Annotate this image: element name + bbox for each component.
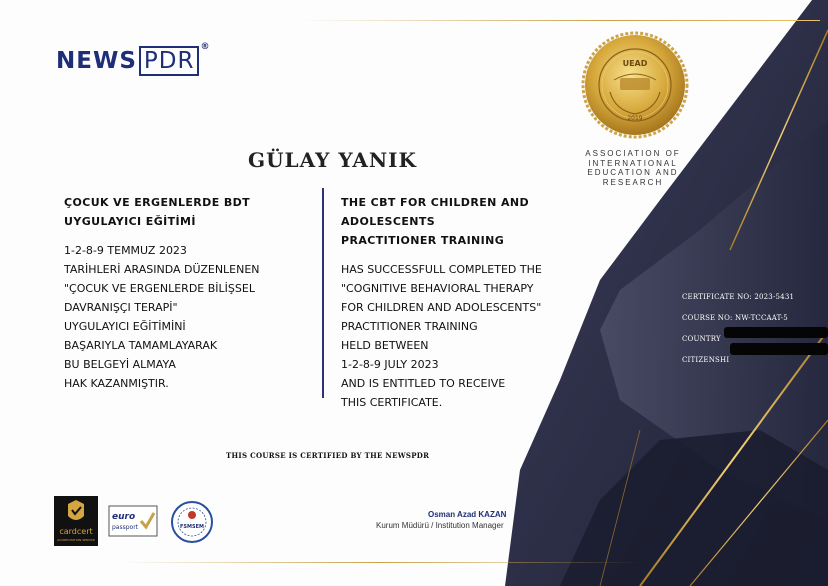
cardcert-label: cardcert bbox=[59, 527, 93, 536]
turkish-heading bbox=[64, 193, 304, 231]
english-body-line: HELD BETWEEN bbox=[341, 339, 429, 352]
cardcert-badge-icon bbox=[54, 496, 98, 546]
association-line: EDUCATION AND bbox=[587, 168, 679, 177]
english-body bbox=[341, 260, 621, 412]
turkish-heading-line: ÇOCUK VE ERGENLERDE BDT bbox=[64, 196, 251, 209]
english-body-line: THIS CERTIFICATE. bbox=[341, 396, 443, 409]
turkish-body-line: DAVRANIŞÇI TERAPİ" bbox=[64, 301, 178, 314]
english-body-line: PRACTITIONER TRAINING bbox=[341, 320, 478, 333]
english-body-line: AND IS ENTITLED TO RECEIVE bbox=[341, 377, 506, 390]
association-line: ASSOCIATION OF bbox=[585, 149, 681, 158]
gold-rule-top bbox=[300, 20, 820, 21]
registered-mark: ® bbox=[200, 42, 211, 52]
fsmsem-label: FSMSEM bbox=[180, 524, 204, 530]
europassport-line1: euro bbox=[112, 512, 136, 522]
redaction-bar bbox=[724, 327, 828, 338]
recipient-name: GÜLAY YANIK bbox=[248, 148, 417, 172]
signatory-title: Kurum Müdürü / Institution Manager bbox=[376, 521, 504, 530]
english-body-line: HAS SUCCESSFULL COMPLETED THE bbox=[341, 263, 542, 276]
turkish-body-line: TARİHLERİ ARASINDA DÜZENLENEN bbox=[64, 263, 260, 276]
country-field: COUNTRY bbox=[682, 335, 721, 343]
association-caption bbox=[578, 149, 688, 187]
course-number: COURSE NO: NW-TCCAAT-5 bbox=[682, 314, 788, 322]
logo-text-boxed: PDR bbox=[139, 46, 200, 76]
turkish-body-line: UYGULAYICI EĞİTİMİNİ bbox=[64, 320, 186, 333]
logo-text-bold: NEWS bbox=[56, 48, 137, 74]
english-body-line: "COGNITIVE BEHAVIORAL THERAPY bbox=[341, 282, 534, 295]
turkish-heading-line: UYGULAYICI EĞİTİMİ bbox=[64, 215, 196, 228]
turkish-body-line: BU BELGEYİ ALMAYA bbox=[64, 358, 176, 371]
uead-gold-seal-icon bbox=[580, 30, 690, 140]
english-body-line: 1-2-8-9 JULY 2023 bbox=[341, 358, 439, 371]
europassport-badge-icon bbox=[108, 505, 158, 537]
association-line: INTERNATIONAL bbox=[588, 158, 678, 168]
turkish-body-line: BAŞARIYLA TAMAMLAYARAK bbox=[64, 339, 218, 352]
redaction-bar bbox=[730, 343, 828, 355]
turkish-body-line: 1-2-8-9 TEMMUZ 2023 bbox=[64, 244, 187, 257]
english-heading-line: PRACTITIONER TRAINING bbox=[341, 234, 505, 247]
certificate-number: CERTIFICATE NO: 2023-5431 bbox=[682, 293, 795, 301]
english-heading bbox=[341, 193, 621, 250]
seal-top-text: UEAD bbox=[622, 59, 648, 68]
association-line: RESEARCH bbox=[602, 177, 664, 187]
turkish-body-line: "ÇOCUK VE ERGENLERDE BİLİŞSEL bbox=[64, 282, 255, 295]
turkish-body-line: HAK KAZANMIŞTIR. bbox=[64, 377, 169, 390]
gold-rule-bottom bbox=[120, 562, 640, 563]
english-heading-line: THE CBT FOR CHILDREN AND ADOLESCENTS bbox=[341, 196, 529, 228]
cardcert-sub: ACCREDITATION SERVICE bbox=[57, 538, 95, 542]
column-divider bbox=[322, 188, 324, 398]
fsmsem-badge-icon bbox=[170, 500, 214, 544]
citizenship-field: CITIZENSHI bbox=[682, 356, 730, 364]
english-text-column bbox=[341, 193, 621, 412]
europassport-line2: passport bbox=[112, 524, 139, 531]
certified-by-statement: THIS COURSE IS CERTIFIED BY THE NEWSPDR bbox=[226, 451, 430, 460]
turkish-body bbox=[64, 241, 304, 393]
seal-year-text: 2019 bbox=[627, 115, 643, 122]
newspdr-logo bbox=[56, 42, 211, 74]
english-body-line: FOR CHILDREN AND ADOLESCENTS" bbox=[341, 301, 542, 314]
signatory-name: Osman Azad KAZAN bbox=[428, 510, 507, 519]
turkish-text-column bbox=[64, 193, 304, 393]
